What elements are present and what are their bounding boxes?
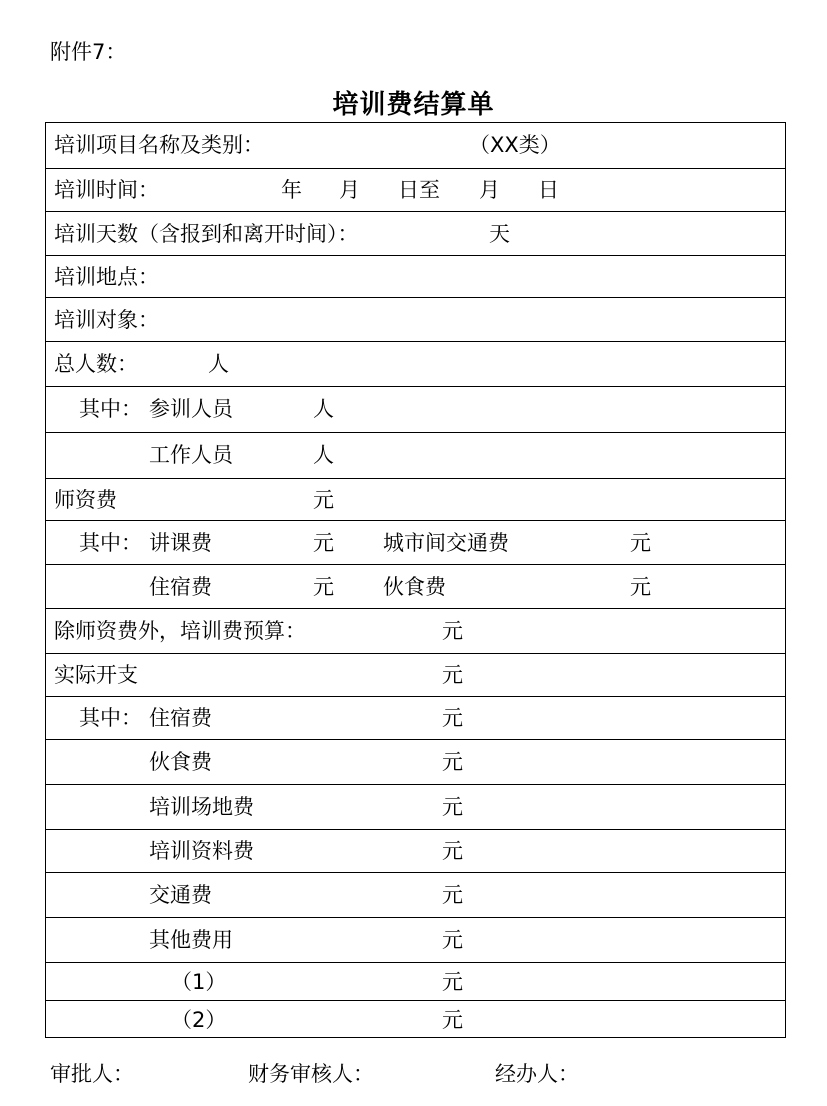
finance-reviewer-label: 财务审核人： xyxy=(248,1062,374,1086)
row-trainees xyxy=(46,386,785,432)
materials-unit: 元 xyxy=(442,839,463,863)
lecture-fee-unit: 元 xyxy=(313,531,334,555)
meals-label: 伙食费 xyxy=(149,750,212,774)
meals-unit: 元 xyxy=(442,750,463,774)
row-venue xyxy=(46,784,785,829)
time-day2: 日 xyxy=(538,178,559,202)
transport-unit: 元 xyxy=(442,883,463,907)
transport-label: 交通费 xyxy=(149,883,212,907)
row-other-1 xyxy=(46,962,785,1000)
teacher-meals-unit: 元 xyxy=(630,575,651,599)
intercity-transport-label: 城市间交通费 xyxy=(383,531,509,555)
other-1-unit: 元 xyxy=(442,970,463,994)
project-label: 培训项目名称及类别： xyxy=(54,133,264,157)
row-lecture-fee xyxy=(46,520,785,564)
actual-unit: 元 xyxy=(442,663,463,687)
row-project xyxy=(46,123,785,168)
lodging-unit: 元 xyxy=(442,706,463,730)
row-transport xyxy=(46,872,785,917)
teacher-fee-unit: 元 xyxy=(313,488,334,512)
total-people-unit: 人 xyxy=(208,352,229,376)
other-unit: 元 xyxy=(442,928,463,952)
budget-unit: 元 xyxy=(442,619,463,643)
lodging-label: 住宿费 xyxy=(149,706,212,730)
handler-label: 经办人： xyxy=(495,1062,579,1086)
teacher-fee-label: 师资费 xyxy=(54,488,117,512)
row-other xyxy=(46,917,785,962)
row-actual xyxy=(46,653,785,696)
location-label: 培训地点： xyxy=(54,265,159,289)
row-meals xyxy=(46,739,785,784)
row-teacher-lodging xyxy=(46,564,785,608)
time-month2: 月 xyxy=(479,178,500,202)
lecture-prefix: 其中： xyxy=(79,531,142,555)
form-title: 培训费结算单 xyxy=(332,90,495,120)
materials-label: 培训资料费 xyxy=(149,839,254,863)
other-2-unit: 元 xyxy=(442,1008,463,1032)
time-month1: 月 xyxy=(339,178,360,202)
row-staff xyxy=(46,432,785,478)
total-people-label: 总人数： xyxy=(54,352,138,376)
row-days xyxy=(46,211,785,255)
approver-label: 审批人： xyxy=(50,1062,134,1086)
actual-label: 实际开支 xyxy=(54,663,138,687)
row-budget xyxy=(46,608,785,653)
trainees-unit: 人 xyxy=(313,397,334,421)
time-day-to: 日至 xyxy=(398,178,440,202)
other-label: 其他费用 xyxy=(149,928,233,952)
staff-label: 工作人员 xyxy=(149,443,233,467)
row-materials xyxy=(46,829,785,872)
venue-label: 培训场地费 xyxy=(149,795,254,819)
teacher-meals-label: 伙食费 xyxy=(383,575,446,599)
attachment-label: 附件7： xyxy=(50,40,127,64)
row-target xyxy=(46,297,785,341)
venue-unit: 元 xyxy=(442,795,463,819)
days-unit: 天 xyxy=(489,222,510,246)
other-1-label: （1） xyxy=(171,970,227,994)
time-year: 年 xyxy=(281,178,302,202)
row-other-2 xyxy=(46,1000,785,1038)
intercity-transport-unit: 元 xyxy=(630,531,651,555)
row-lodging xyxy=(46,696,785,739)
days-label: 培训天数（含报到和离开时间）： xyxy=(54,222,359,246)
other-2-label: （2） xyxy=(171,1008,227,1032)
project-category: （XX类） xyxy=(469,133,561,157)
row-time xyxy=(46,168,785,211)
row-teacher-fee xyxy=(46,478,785,520)
row-total-people xyxy=(46,341,785,386)
lecture-fee-label: 讲课费 xyxy=(149,531,212,555)
settlement-form xyxy=(45,122,786,1038)
lodging-prefix: 其中： xyxy=(79,706,142,730)
row-location xyxy=(46,255,785,297)
budget-label: 除师资费外，培训费预算： xyxy=(54,619,306,643)
trainees-prefix: 其中： xyxy=(79,397,142,421)
teacher-lodging-label: 住宿费 xyxy=(149,575,212,599)
staff-unit: 人 xyxy=(313,443,334,467)
time-label: 培训时间： xyxy=(54,178,159,202)
trainees-label: 参训人员 xyxy=(149,397,233,421)
teacher-lodging-unit: 元 xyxy=(313,575,334,599)
target-label: 培训对象： xyxy=(54,308,159,332)
